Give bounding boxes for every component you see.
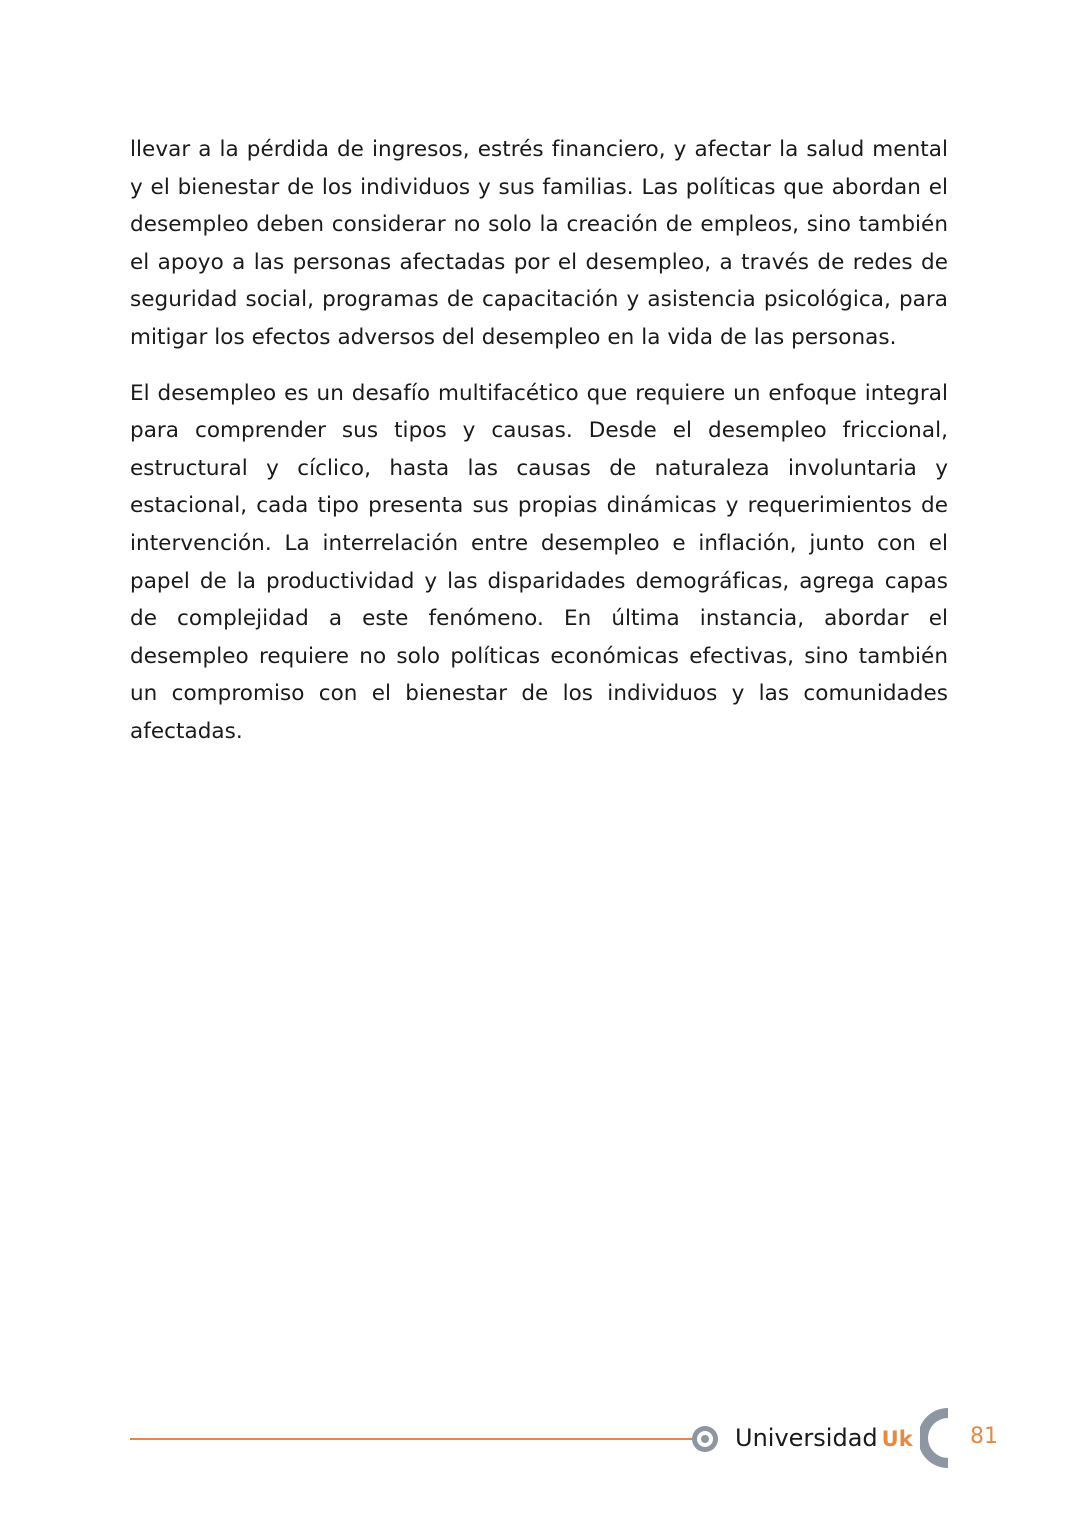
target-circle-icon xyxy=(692,1426,718,1452)
brand-logo xyxy=(735,1420,913,1457)
crescent-arc-icon xyxy=(920,1406,952,1470)
brand-accent: Uk xyxy=(881,1427,913,1451)
brand-name: Universidad xyxy=(735,1424,878,1452)
document-body xyxy=(130,131,948,769)
footer-divider xyxy=(130,1438,693,1440)
page-number: 81 xyxy=(970,1424,998,1449)
paragraph: El desempleo es un desafío multifacético que requiere un enfoque integral para comprender sus tipos y causas. Desde el desempleo friccional, estructural y cíclico, hasta las causas de naturaleza involuntaria y estacional, cada tipo presenta sus propias dinámicas y requerimientos de intervención. La interrelación entre desempleo e inflación, junto con el papel de la productividad y las disparidades demográficas, agrega capas de complejidad a este fenómeno. En última instancia, abordar el desempleo requiere no solo políticas económicas efectivas, sino también un compromiso con el bienestar de los individuos y las comunidades afectadas. xyxy=(130,380,948,744)
paragraph: llevar a la pérdida de ingresos, estrés financiero, y afectar la salud mental y el bienestar de los individuos y sus familias. Las políticas que abordan el desempleo deben considerar no solo la creación de empleos, sino también el apoyo a las personas afectadas por el desempleo, a través de redes de seguridad social, programas de capacitación y asistencia psicológica, para mitigar los efectos adversos del desempleo en la vida de las personas. xyxy=(130,137,948,350)
